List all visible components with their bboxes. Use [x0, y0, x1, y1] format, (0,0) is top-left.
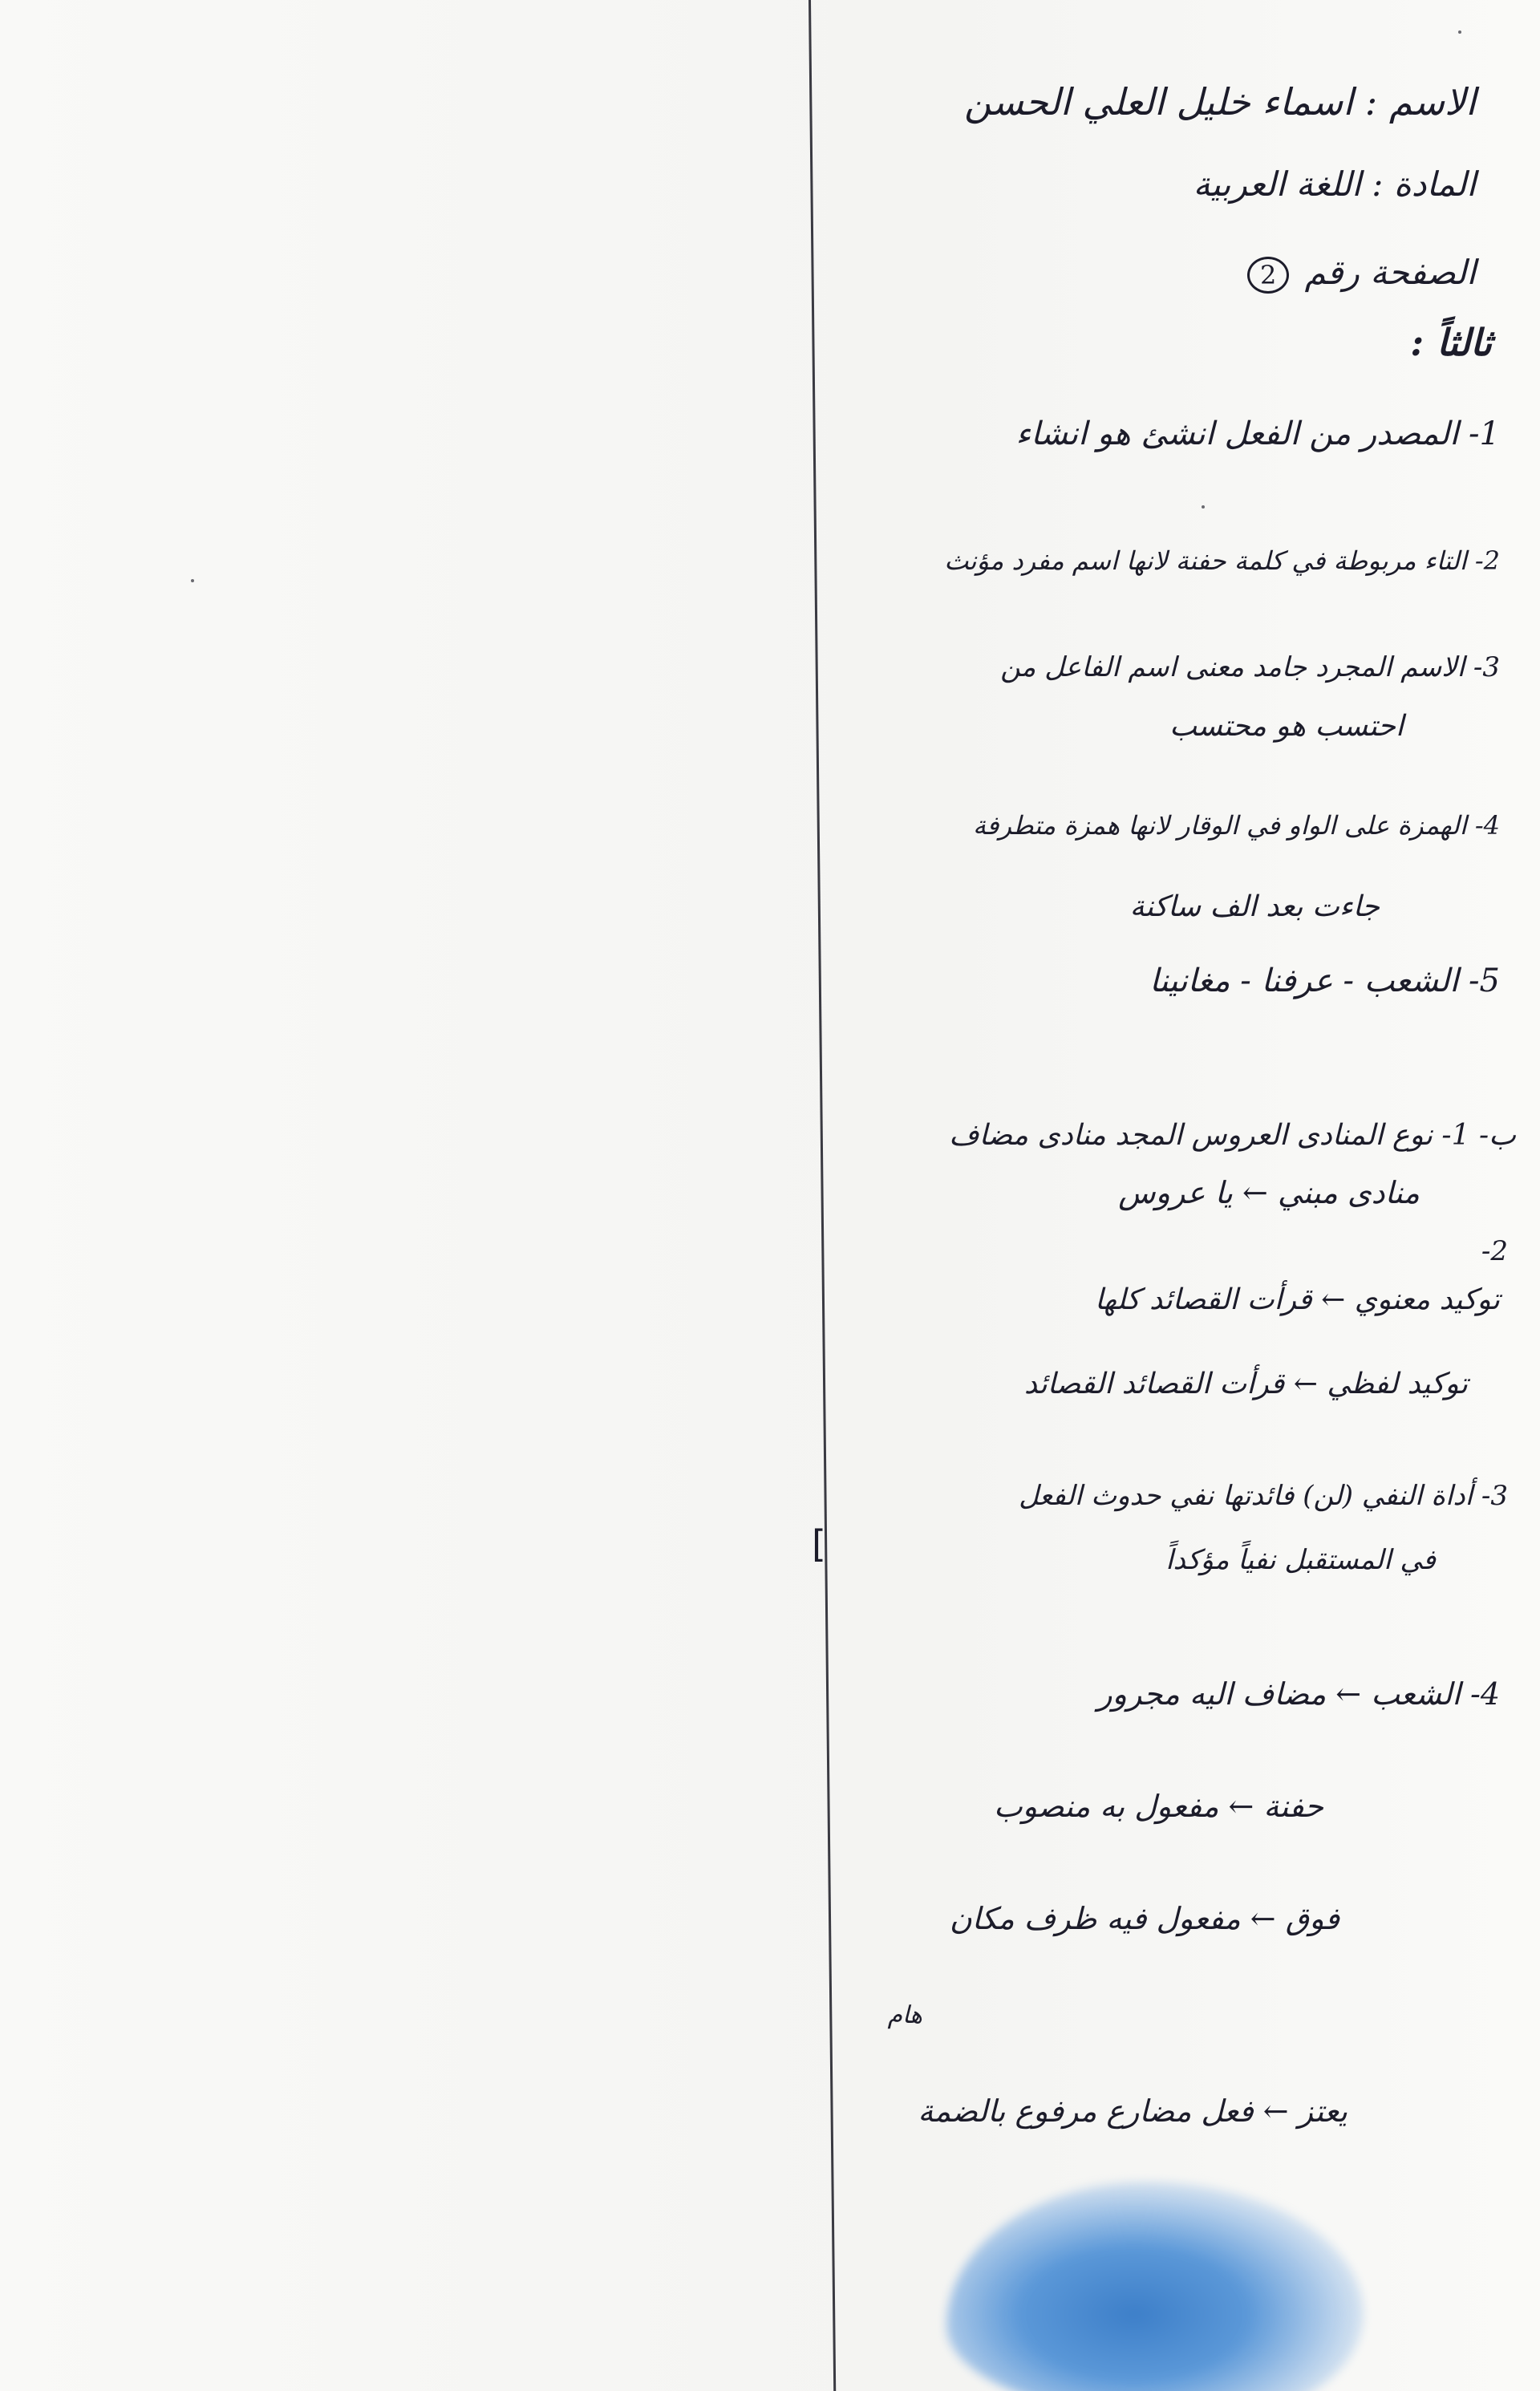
answer-b4-important: هام	[887, 2001, 922, 2029]
answer-a3-cont: احتسب هو محتسب	[1169, 710, 1404, 743]
answer-a3: 3- الاسم المجرد جامد معنى اسم الفاعل من	[1000, 651, 1500, 683]
answer-a2: 2- التاء مربوطة في كلمة حفنة لانها اسم مفرد مؤنث	[944, 545, 1500, 576]
page-label-text: الصفحة رقم	[1304, 253, 1476, 292]
answer-b1-cont: منادى مبني ← يا عروس	[1118, 1175, 1420, 1210]
answer-b1: ب- 1- نوع المنادى العروس المجد منادى مضاف	[949, 1119, 1516, 1152]
answer-b4-object: حفنة ← مفعول به منصوب	[994, 1789, 1323, 1824]
page-number-circle: 2	[1247, 257, 1289, 294]
section-title: ثالثاً :	[1410, 321, 1492, 364]
answer-b4-adverb: فوق ← مفعول فيه ظرف مكان	[949, 1901, 1339, 1936]
student-name: الاسم : اسماء خليل العلي الحسن	[964, 80, 1476, 124]
answer-b3: 3- أداة النفي (لن) فائدتها نفي حدوث الفعل	[1019, 1480, 1508, 1512]
answer-sheet	[818, 0, 1524, 2391]
answer-a4: 4- الهمزة على الواو في الوقار لانها همزة متطرفة	[973, 810, 1500, 841]
subject-name: المادة : اللغة العربية	[1193, 164, 1476, 204]
answer-a4-cont: جاءت بعد الف ساكنة	[1129, 890, 1380, 923]
scan-speck	[191, 579, 194, 582]
answer-b2-number: 2-	[1481, 1235, 1508, 1267]
answer-a5: 5- الشعب - عرفنا - مغانينا	[1149, 962, 1500, 999]
answer-b2-literal: توكيد لفظي ← قرأت القصائد القصائد	[1023, 1368, 1468, 1400]
answer-a1: 1- المصدر من الفعل انشئ هو انشاء	[1015, 415, 1500, 452]
answer-b4-verb: يعتز ← فعل مضارع مرفوع بالضمة	[918, 2093, 1348, 2129]
margin-bracket: [	[812, 1522, 826, 1566]
answer-b2-moral: توكيد معنوي ← قرأت القصائد كلها	[1094, 1283, 1500, 1316]
answer-b3-cont: في المستقبل نفياً مؤكداً	[1165, 1544, 1436, 1576]
answer-b4: 4- الشعب ← مضاف اليه مجرور	[1097, 1676, 1500, 1712]
page-number-label	[1247, 253, 1476, 294]
